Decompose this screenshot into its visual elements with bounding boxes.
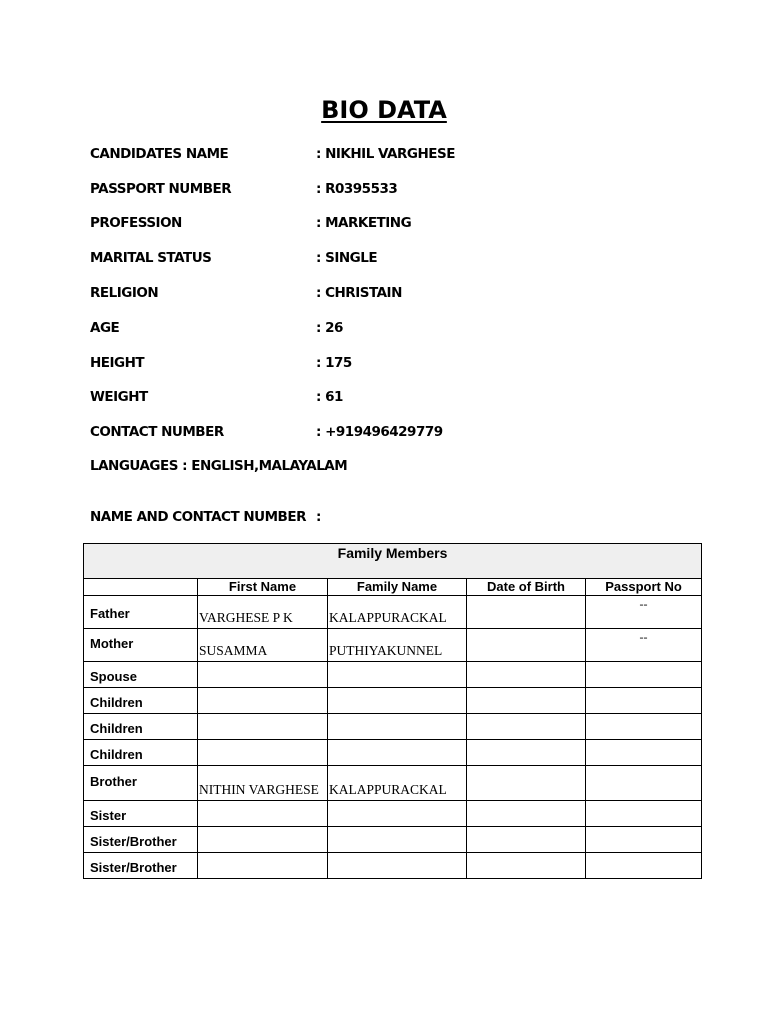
passport-cell: -- xyxy=(586,596,702,629)
family-name-cell xyxy=(328,714,467,740)
first-name-cell xyxy=(198,801,328,827)
table-row xyxy=(84,629,702,662)
relation-cell: Father xyxy=(84,596,198,629)
passport-cell xyxy=(586,853,702,879)
family-name-cell: PUTHIYAKUNNEL xyxy=(328,629,467,662)
field-religion xyxy=(90,285,690,307)
first-name-cell xyxy=(198,740,328,766)
field-label: HEIGHT xyxy=(90,355,145,371)
table-row xyxy=(84,662,702,688)
field-weight xyxy=(90,389,690,411)
first-name-cell xyxy=(198,714,328,740)
first-name-cell xyxy=(198,688,328,714)
first-name-cell xyxy=(198,853,328,879)
table-row xyxy=(84,827,702,853)
header-passport-no: Passport No xyxy=(586,579,702,596)
header-family-name: Family Name xyxy=(328,579,467,596)
dob-cell xyxy=(467,740,586,766)
name-contact-value: : xyxy=(316,509,321,525)
passport-cell xyxy=(586,740,702,766)
passport-cell xyxy=(586,662,702,688)
family-members-table xyxy=(83,543,702,879)
family-name-cell xyxy=(328,662,467,688)
field-value: : NIKHIL VARGHESE xyxy=(316,146,455,162)
first-name-cell: SUSAMMA xyxy=(198,629,328,662)
dob-cell xyxy=(467,629,586,662)
table-header-row xyxy=(84,579,702,596)
table-caption-row xyxy=(84,544,702,579)
passport-cell xyxy=(586,766,702,801)
field-label: MARITAL STATUS xyxy=(90,250,212,266)
dob-cell xyxy=(467,801,586,827)
passport-cell xyxy=(586,714,702,740)
field-label: PASSPORT NUMBER xyxy=(90,181,232,197)
relation-cell: Sister/Brother xyxy=(84,827,198,853)
header-relation xyxy=(84,579,198,596)
field-label: PROFESSION xyxy=(90,215,182,231)
table-row xyxy=(84,688,702,714)
field-profession xyxy=(90,215,690,237)
table-row xyxy=(84,714,702,740)
dob-cell xyxy=(467,688,586,714)
field-marital-status xyxy=(90,250,690,272)
dob-cell xyxy=(467,766,586,801)
first-name-cell: VARGHESE P K xyxy=(198,596,328,629)
field-age xyxy=(90,320,690,342)
passport-cell: -- xyxy=(586,629,702,662)
relation-cell: Mother xyxy=(84,629,198,662)
family-name-cell xyxy=(328,853,467,879)
dob-cell xyxy=(467,714,586,740)
name-contact-label: NAME AND CONTACT NUMBER xyxy=(90,509,306,525)
passport-cell xyxy=(586,688,702,714)
field-label: WEIGHT xyxy=(90,389,148,405)
family-name-cell: KALAPPURACKAL xyxy=(328,766,467,801)
field-value: : SINGLE xyxy=(316,250,378,266)
dob-cell xyxy=(467,662,586,688)
field-value: : +919496429779 xyxy=(316,424,443,440)
table-row xyxy=(84,766,702,801)
field-value: : CHRISTAIN xyxy=(316,285,402,301)
header-date-of-birth: Date of Birth xyxy=(467,579,586,596)
passport-cell xyxy=(586,827,702,853)
relation-cell: Children xyxy=(84,688,198,714)
field-value: : 26 xyxy=(316,320,343,336)
field-height xyxy=(90,355,690,377)
family-name-cell xyxy=(328,740,467,766)
document-title: BIO DATA xyxy=(321,96,447,124)
field-label: AGE xyxy=(90,320,120,336)
relation-cell: Children xyxy=(84,714,198,740)
dob-cell xyxy=(467,596,586,629)
field-label: CANDIDATES NAME xyxy=(90,146,229,162)
first-name-cell xyxy=(198,662,328,688)
table-caption: Family Members xyxy=(84,544,702,579)
family-name-cell xyxy=(328,688,467,714)
table-row xyxy=(84,596,702,629)
field-label: RELIGION xyxy=(90,285,159,301)
relation-cell: Sister xyxy=(84,801,198,827)
field-value: : MARKETING xyxy=(316,215,412,231)
relation-cell: Sister/Brother xyxy=(84,853,198,879)
family-name-cell: KALAPPURACKAL xyxy=(328,596,467,629)
header-first-name: First Name xyxy=(198,579,328,596)
table-row xyxy=(84,853,702,879)
table-row xyxy=(84,740,702,766)
relation-cell: Brother xyxy=(84,766,198,801)
first-name-cell xyxy=(198,827,328,853)
field-value: : 61 xyxy=(316,389,343,405)
field-passport-number xyxy=(90,181,690,203)
passport-cell xyxy=(586,801,702,827)
field-value: : 175 xyxy=(316,355,352,371)
field-value: : R0395533 xyxy=(316,181,398,197)
family-name-cell xyxy=(328,801,467,827)
field-label: CONTACT NUMBER xyxy=(90,424,224,440)
languages-line: LANGUAGES : ENGLISH,MALAYALAM xyxy=(90,458,348,474)
dob-cell xyxy=(467,827,586,853)
field-candidates-name xyxy=(90,146,690,168)
family-name-cell xyxy=(328,827,467,853)
relation-cell: Spouse xyxy=(84,662,198,688)
relation-cell: Children xyxy=(84,740,198,766)
field-contact-number xyxy=(90,424,690,446)
first-name-cell: NITHIN VARGHESE xyxy=(198,766,328,801)
table-row xyxy=(84,801,702,827)
dob-cell xyxy=(467,853,586,879)
